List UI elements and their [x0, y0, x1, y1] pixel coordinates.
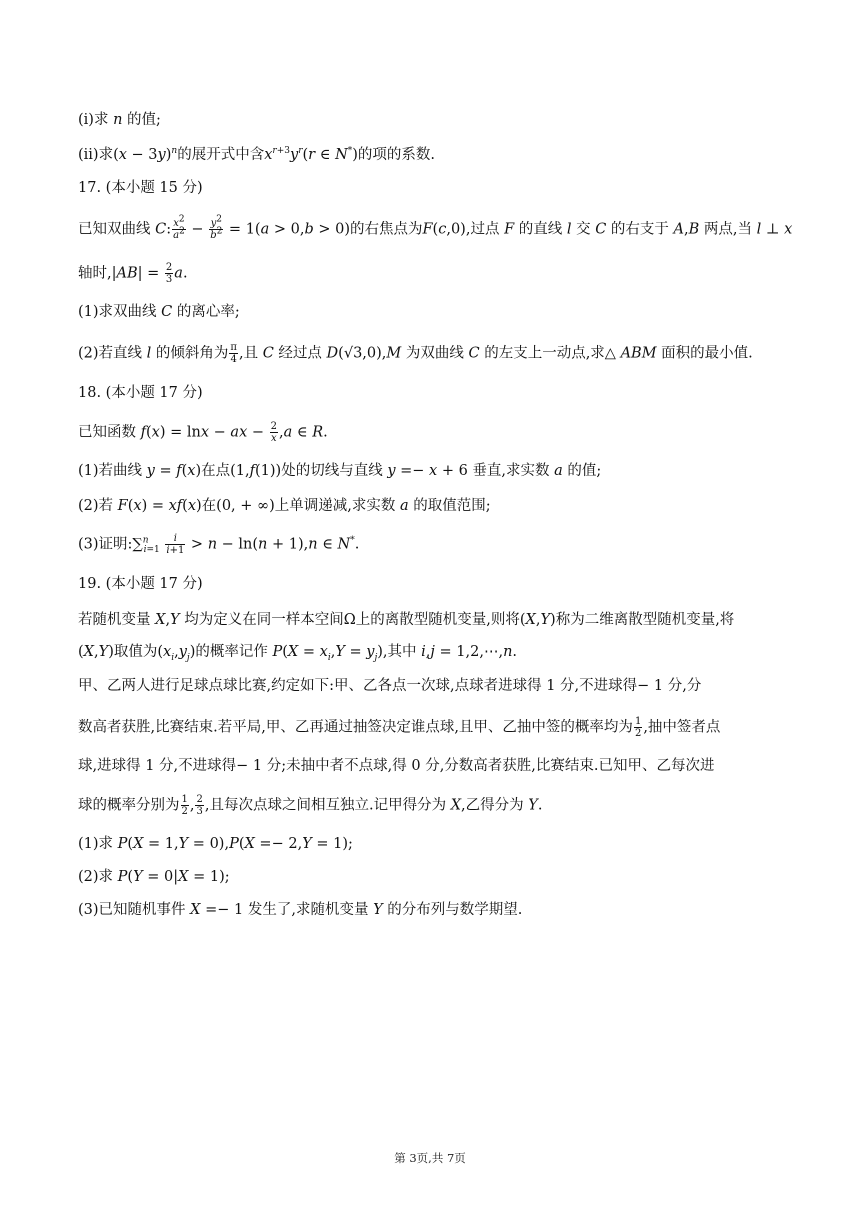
q17-heading: 17. (本小题 15 分) — [78, 180, 203, 196]
q19-heading: 19. (本小题 17 分) — [78, 576, 203, 592]
q19-part1: (1)求 P(X = 1,Y = 0),P(X =− 2,Y = 1); — [78, 836, 353, 852]
q19-stem-line6: 球的概率分别为 $\frac{1}{2}$ , $\frac{2}{3}$ ,且每次点球之间相互独立.记甲得分为 X,乙得分为 Y. — [78, 794, 543, 817]
q18-part3: (3)证明:∑$^n_{i=1}$ $\frac{i}{i+1}$ > n − ln(n + 1),n ∈ N*. — [78, 533, 360, 556]
page-number-footer: 第 3页,共 7页 — [394, 1151, 466, 1165]
q19-stem-line5: 球,进球得 1 分,不进球得− 1 分;未抽中者不点球,得 0 分,分数高者获胜,比赛结束.已知甲、乙每次进 — [78, 758, 715, 774]
q17-part1: (1)求双曲线 C 的离心率; — [78, 304, 240, 320]
q19-part2: (2)求 P(Y = 0|X = 1); — [78, 869, 230, 885]
q19-stem-line3: 甲、乙两人进行足球点球比赛,约定如下:甲、乙各点一次球,点球者进球得 1 分,不进球得− 1 分,分 — [78, 678, 702, 694]
q19-stem-line4: 数高者获胜,比赛结束.若平局,甲、乙再通过抽签决定谁点球,且甲、乙抽中签的概率均为 $\frac{1}{2}$ ,抽中签者点 — [78, 716, 721, 739]
q17-stem-line1: 已知双曲线 C: $\frac{x^2}{a^2}$ − $\frac{y^2}{b^2}$ = 1(a > 0,b > 0)的右焦点为F(c,0),过点 F 的直线 l 交 C 的右支于 A,B 两点,当 l ⊥ x — [78, 214, 793, 241]
q19-stem-line1: 若随机变量 X,Y 均为定义在同一样本空间Ω上的离散型随机变量,则将(X,Y)称为二维离散型随机变量,将 — [78, 612, 735, 628]
q18-part2: (2)若 F(x) = xf(x)在(0, + ∞)上单调递减,求实数 a 的取值范围; — [78, 498, 491, 514]
q18-part1: (1)若曲线 y = f(x)在点(1,f(1))处的切线与直线 y =− x + 6 垂直,求实数 a 的值; — [78, 463, 602, 479]
sub-question-i: (ⅰ)求 n 的值; — [78, 112, 161, 128]
q18-heading: 18. (本小题 17 分) — [78, 385, 203, 401]
sub-question-ii: (ⅱ)求$(x - 3y)^n$的展开式中含$x^{r+3}y^r(r$ ∈ N*)的项的系数. — [78, 146, 436, 163]
q18-stem: 已知函数 f(x) = lnx − ax − $\frac{2}{x}$ ,a ∈ R. — [78, 421, 328, 444]
q17-part2: (2)若直线 l 的倾斜角为 $\frac{\pi}{4}$ ,且 C 经过点 D(√3,0),M 为双曲线 C 的左支上一动点,求△ ABM 面积的最小值. — [78, 342, 753, 365]
q17-stem-line2: 轴时,|AB| = $\frac{2}{3}$ a. — [78, 262, 188, 285]
q19-part3: (3)已知随机事件 X =− 1 发生了,求随机变量 Y 的分布列与数学期望. — [78, 902, 523, 918]
q19-stem-line2: (X,Y)取值为$(x_i,y_j)$的概率记作 $P(X = x_i,Y = y_j)$,其中 i,j = 1,2,⋯,n. — [78, 644, 518, 663]
